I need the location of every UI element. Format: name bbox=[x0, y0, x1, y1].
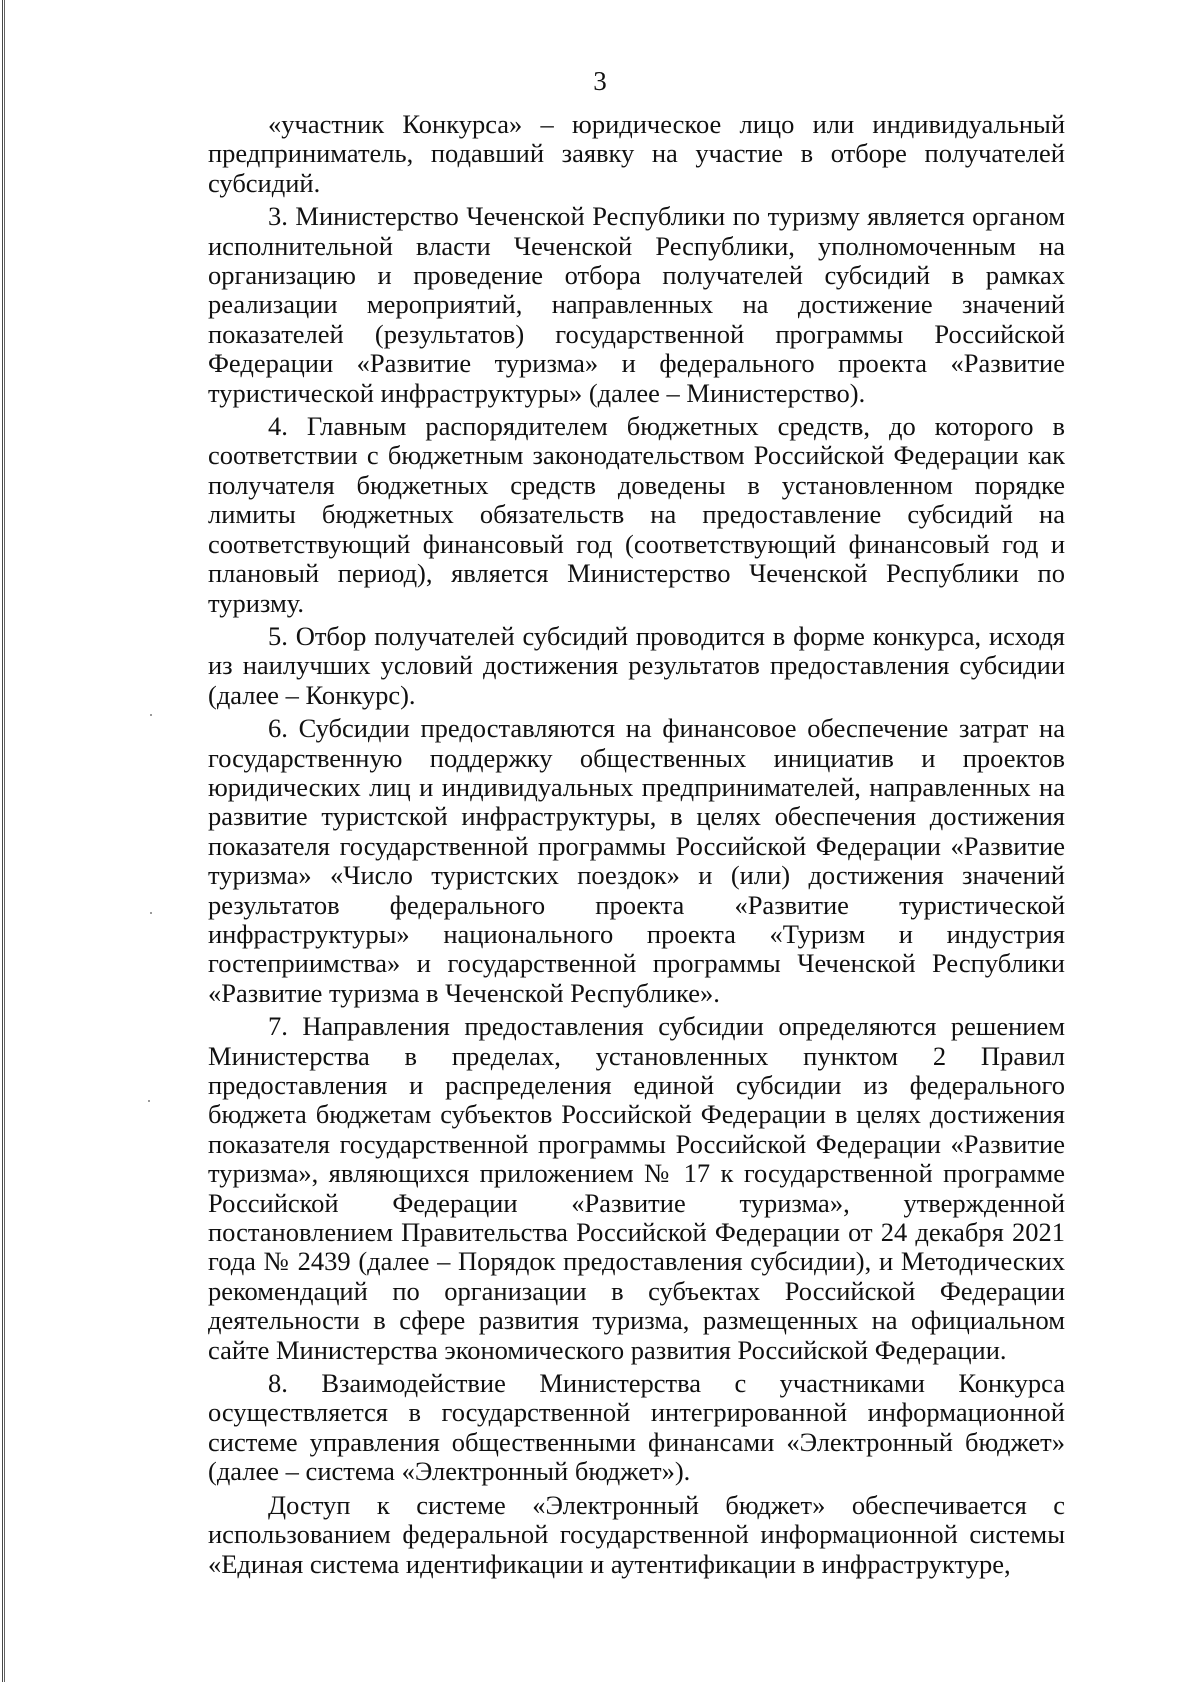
paragraph-definition: «участник Конкурса» – юридическое лицо или индивидуальный предприниматель, подавший заявку на участие в отборе получателей субсидий. bbox=[208, 109, 1065, 198]
scan-speck bbox=[148, 1100, 150, 1102]
paragraph-3: 3. Министерство Чеченской Республики по туризму является органом исполнительной власти Чеченской Республики, уполномоченным на организацию и проведение отбора получателей субсидий в рамках реализации мероприятий, направленных на достижение значений показателей (результатов) государственной программы Российской Федерации «Развитие туризма» и федерального проекта «Развитие туристической инфраструктуры» (далее – Министерство). bbox=[208, 201, 1065, 408]
scan-speck bbox=[150, 912, 152, 914]
paragraph-7: 7. Направления предоставления субсидии определяются решением Министерства в пределах, установленных пунктом 2 Правил предоставления и распределения единой субсидии из федерального бюджета бюджетам субъектов Российской Федерации в целях достижения показателя государственной программы Российской Федерации «Развитие туризма», являющихся приложением № 17 к государственной программе Российской Федерации «Развитие туризма», утвержденной постановлением Правительства Российской Федерации от 24 декабря 2021 года № 2439 (далее – Порядок предоставления субсидии), и Методических рекомендаций по организации в субъектах Российской Федерации деятельности в сфере развития туризма, размещенных на официальном сайте Министерства экономического развития Российской Федерации. bbox=[208, 1011, 1065, 1365]
scan-edge bbox=[2, 0, 5, 1682]
paragraph-4: 4. Главным распорядителем бюджетных средств, до которого в соответствии с бюджетным законодательством Российской Федерации как получателя бюджетных средств доведены в установленном порядке лимиты бюджетных обязательств на предоставление субсидий на соответствующий финансовый год (соответствующий финансовый год и плановый период), является Министерство Чеченской Республики по туризму. bbox=[208, 411, 1065, 618]
scan-speck bbox=[150, 714, 152, 716]
document-body bbox=[208, 110, 1065, 1579]
paragraph-access: Доступ к системе «Электронный бюджет» обеспечивается с использованием федеральной государственной информационной системы «Единая система идентификации и аутентификации в инфраструктуре, bbox=[208, 1489, 1065, 1579]
paragraph-6: 6. Субсидии предоставляются на финансовое обеспечение затрат на государственную поддержку общественных инициатив и проектов юридических лиц и индивидуальных предпринимателей, направленных на развитие туристской инфраструктуры, в целях обеспечения достижения показателя государственной программы Российской Федерации «Развитие туризма» «Число туристских поездок» и (или) достижения значений результатов федерального проекта «Развитие туристической инфраструктуры» национального проекта «Туризм и индустрия гостеприимства» и государственной программы Чеченской Республики «Развитие туризма в Чеченской Республике». bbox=[208, 713, 1065, 1008]
paragraph-8: 8. Взаимодействие Министерства с участниками Конкурса осуществляется в государственной интегрированной информационной системе управления общественными финансами «Электронный бюджет» (далее – система «Электронный бюджет»). bbox=[208, 1368, 1065, 1487]
page-number: 3 bbox=[593, 66, 607, 96]
paragraph-5: 5. Отбор получателей субсидий проводится в форме конкурса, исходя из наилучших условий достижения результатов предоставления субсидии (далее – Конкурс). bbox=[208, 620, 1065, 710]
